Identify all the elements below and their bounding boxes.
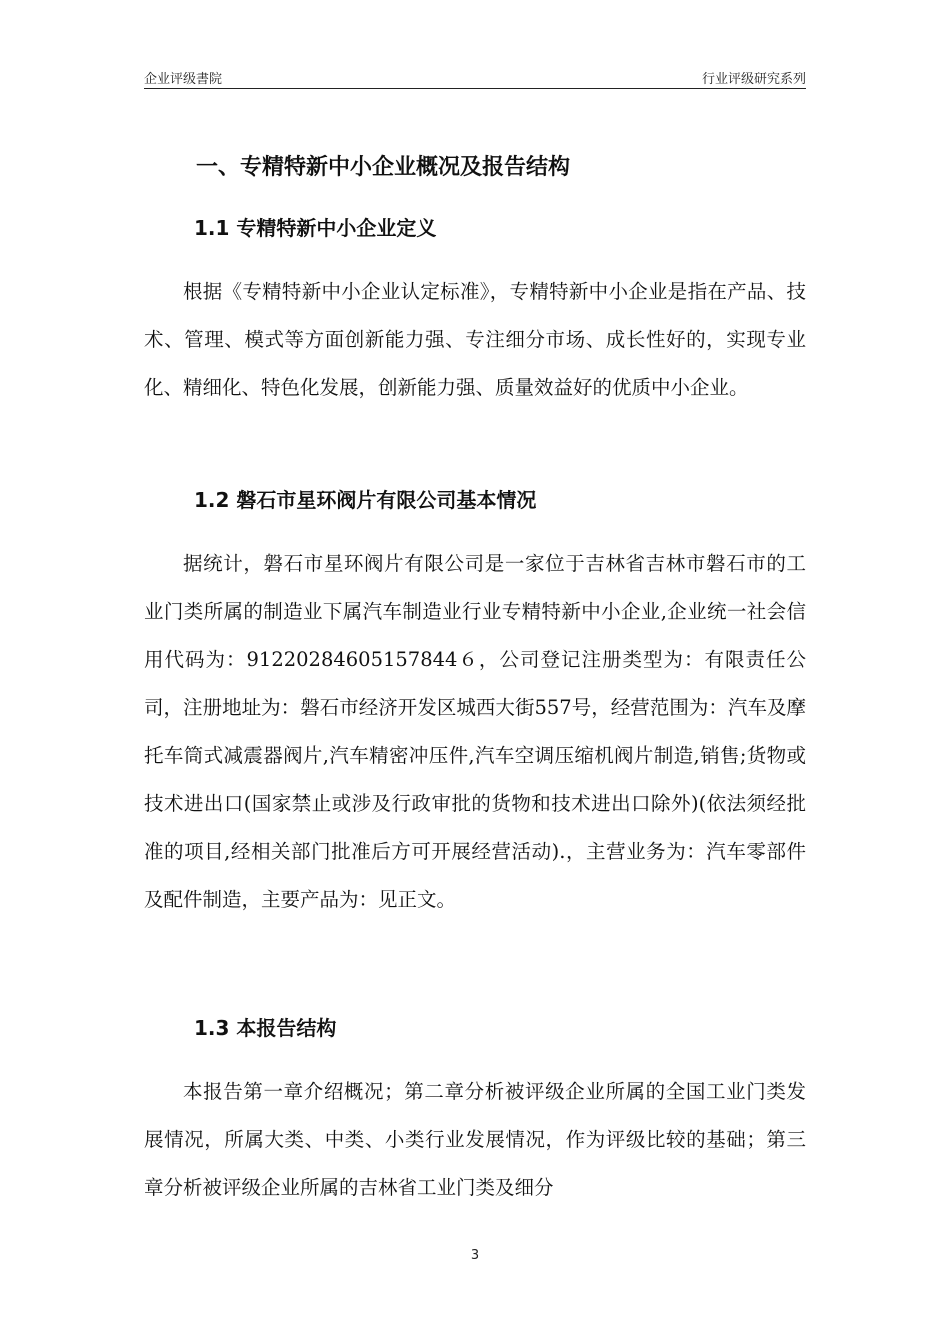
header-publisher: 企业评级書院	[144, 72, 223, 87]
subsection-heading-1-3: 1.3 本报告结构	[194, 1016, 337, 1040]
paragraph-company-info: 据统计，磐石市星环阀片有限公司是一家位于吉林省吉林市磐石市的工业门类所属的制造业下属汽车制造业行业专精特新中小企业,企业统一社会信用代码为：91220284605157844６，公司登记注册类型为：有限责任公司，注册地址为：磐石市经济开发区城西大街557号，经营范围为：汽车及摩托车筒式减震器阀片,汽车精密冲压件,汽车空调压缩机阀片制造,销售;货物或技术进出口(国家禁止或涉及行政审批的货物和技术进出口除外)(依法须经批准的项目,经相关部门批准后方可开展经营活动).，主营业务为：汽车零部件及配件制造，主要产品为：见正文。	[144, 552, 806, 911]
subsection-heading-1-1: 1.1 专精特新中小企业定义	[194, 216, 437, 240]
section-heading-1: 一、专精特新中小企业概况及报告结构	[196, 155, 571, 180]
subsection-heading-1-2: 1.2 磐石市星环阀片有限公司基本情况	[194, 488, 537, 512]
paragraph-report-structure: 本报告第一章介绍概况；第二章分析被评级企业所属的全国工业门类发展情况，所属大类、中类、小类行业发展情况，作为评级比较的基础；第三章分析被评级企业所属的吉林省工业门类及细分	[144, 1080, 806, 1199]
page-number: 3	[470, 1248, 480, 1263]
header-series: 行业评级研究系列	[701, 72, 806, 87]
page-header	[144, 66, 806, 89]
paragraph-definition: 根据《专精特新中小企业认定标准》，专精特新中小企业是指在产品、技术、管理、模式等方面创新能力强、专注细分市场、成长性好的，实现专业化、精细化、特色化发展，创新能力强、质量效益好的优质中小企业。	[144, 280, 806, 399]
